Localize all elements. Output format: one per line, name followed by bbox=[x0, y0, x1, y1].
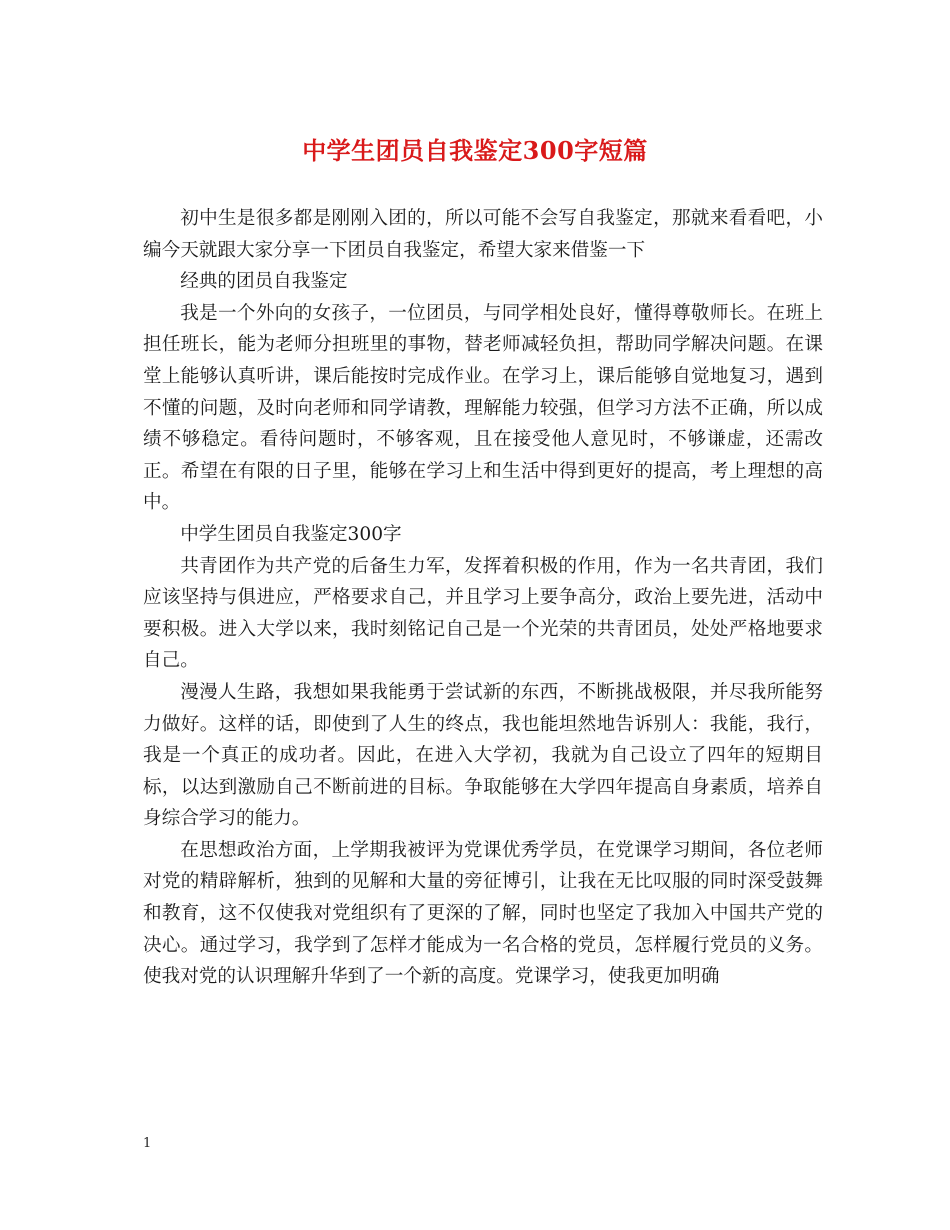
intro-paragraph: 初中生是很多都是刚刚入团的，所以可能不会写自我鉴定，那就来看看吧，小编今天就跟大家分享一下团员自我鉴定，希望大家来借鉴一下 bbox=[143, 208, 823, 261]
document-title: 中学生团员自我鉴定300字短篇 bbox=[302, 136, 648, 165]
body-paragraph: 我是一个外向的女孩子，一位团员，与同学相处良好，懂得尊敬师长。在班上担任班长，能为老师分担班里的事物，替老师减轻负担，帮助同学解决问题。在课堂上能够认真听讲，课后能按时完成作业。在学习上，课后能够自觉地复习，遇到不懂的问题，及时向老师和同学请教，理解能力较强，但学习方法不正确，所以成绩不够稳定。看待问题时，不够客观，且在接受他人意见时，不够谦虚，还需改正。希望在有限的日子里，能够在学习上和生活中得到更好的提高，考上理想的高中。 bbox=[143, 302, 823, 514]
section-heading-300: 中学生团员自我鉴定300字 bbox=[180, 523, 402, 545]
body-paragraph: 共青团作为共产党的后备生力军，发挥着积极的作用，作为一名共青团，我们应该坚持与俱进应，严格要求自己，并且学习上要争高分，政治上要先进，活动中要积极。进入大学以来，我时刻铭记自己是一个光荣的共青团员，处处严格地要求自己。 bbox=[143, 555, 823, 672]
page-number: 1 bbox=[143, 1136, 152, 1151]
body-paragraph: 在思想政治方面，上学期我被评为党课优秀学员，在党课学习期间，各位老师对党的精辟解析，独到的见解和大量的旁征博引，让我在无比叹服的同时深受鼓舞和教育，这不仅使我对党组织有了更深的了解，同时也坚定了我加入中国共产党的决心。通过学习，我学到了怎样才能成为一名合格的党员，怎样履行党员的义务。使我对党的认识理解升华到了一个新的高度。党课学习，使我更加明确 bbox=[143, 839, 823, 988]
section-heading-classic: 经典的团员自我鉴定 bbox=[180, 271, 348, 293]
body-paragraph: 漫漫人生路，我想如果我能勇于尝试新的东西，不断挑战极限，并尽我所能努力做好。这样的话，即使到了人生的终点，我也能坦然地告诉别人：我能，我行，我是一个真正的成功者。因此，在进入大学初，我就为自己设立了四年的短期目标，以达到激励自己不断前进的目标。争取能够在大学四年提高自身素质，培养自身综合学习的能力。 bbox=[143, 681, 823, 830]
document-body bbox=[143, 203, 823, 993]
